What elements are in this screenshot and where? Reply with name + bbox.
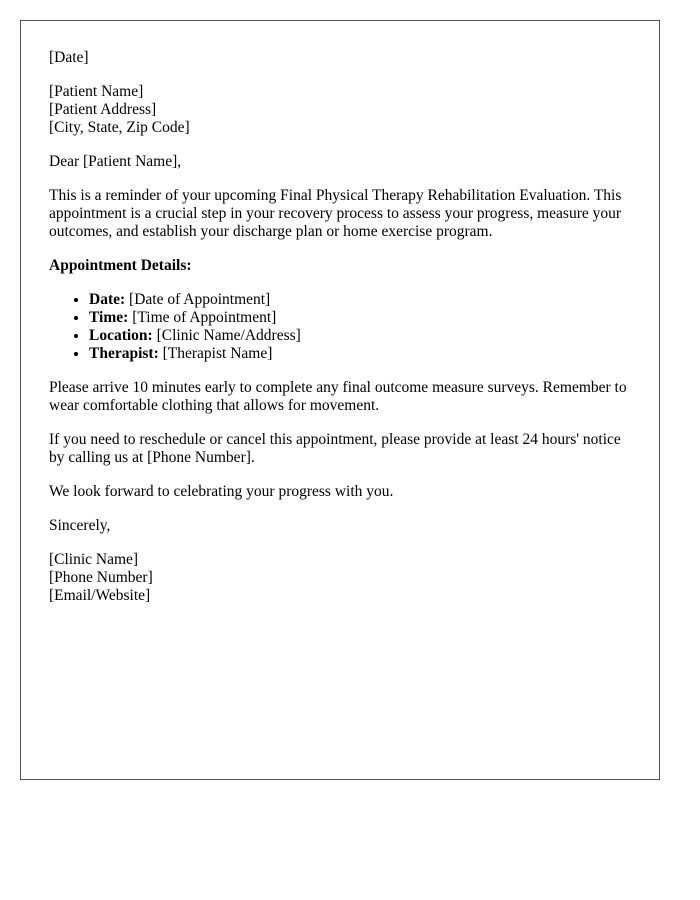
detail-label: Therapist: (89, 345, 159, 362)
letter-page (20, 20, 660, 780)
recipient-name: [Patient Name] (49, 83, 144, 100)
appointment-details-heading: Appointment Details: (49, 257, 192, 274)
signature-email-website: [Email/Website] (49, 587, 151, 604)
detail-value: [Time of Appointment] (128, 309, 277, 326)
signoff: Sincerely, (49, 517, 111, 534)
recipient-address-block (49, 83, 631, 137)
detail-value: [Date of Appointment] (125, 291, 271, 308)
recipient-city-state-zip: [City, State, Zip Code] (49, 119, 190, 136)
detail-value: [Clinic Name/Address] (152, 327, 301, 344)
detail-label: Date: (89, 291, 126, 308)
detail-location (89, 327, 631, 345)
signature-clinic-name: [Clinic Name] (49, 551, 139, 568)
detail-therapist (89, 345, 631, 363)
detail-date (89, 291, 631, 309)
signature-block (49, 551, 631, 605)
intro-paragraph: This is a reminder of your upcoming Final Physical Therapy Rehabilitation Evaluation. This appointment is a crucial step in your recovery process to assess your progress, measure your outcomes, and establish your discharge plan or home exercise program. (49, 187, 622, 240)
detail-label: Location: (89, 327, 153, 344)
signature-phone: [Phone Number] (49, 569, 153, 586)
detail-time (89, 309, 631, 327)
closing-paragraph: We look forward to celebrating your progress with you. (49, 483, 394, 500)
letter-date: [Date] (49, 49, 89, 66)
arrival-paragraph: Please arrive 10 minutes early to complete any final outcome measure surveys. Remember to wear comfortable clothing that allows for movement. (49, 379, 627, 414)
appointment-details-list (49, 291, 631, 363)
detail-value: [Therapist Name] (158, 345, 273, 362)
detail-label: Time: (89, 309, 129, 326)
reschedule-paragraph: If you need to reschedule or cancel this appointment, please provide at least 24 hours' notice by calling us at [Phone Number]. (49, 431, 621, 466)
salutation: Dear [Patient Name], (49, 153, 182, 170)
recipient-address: [Patient Address] (49, 101, 157, 118)
